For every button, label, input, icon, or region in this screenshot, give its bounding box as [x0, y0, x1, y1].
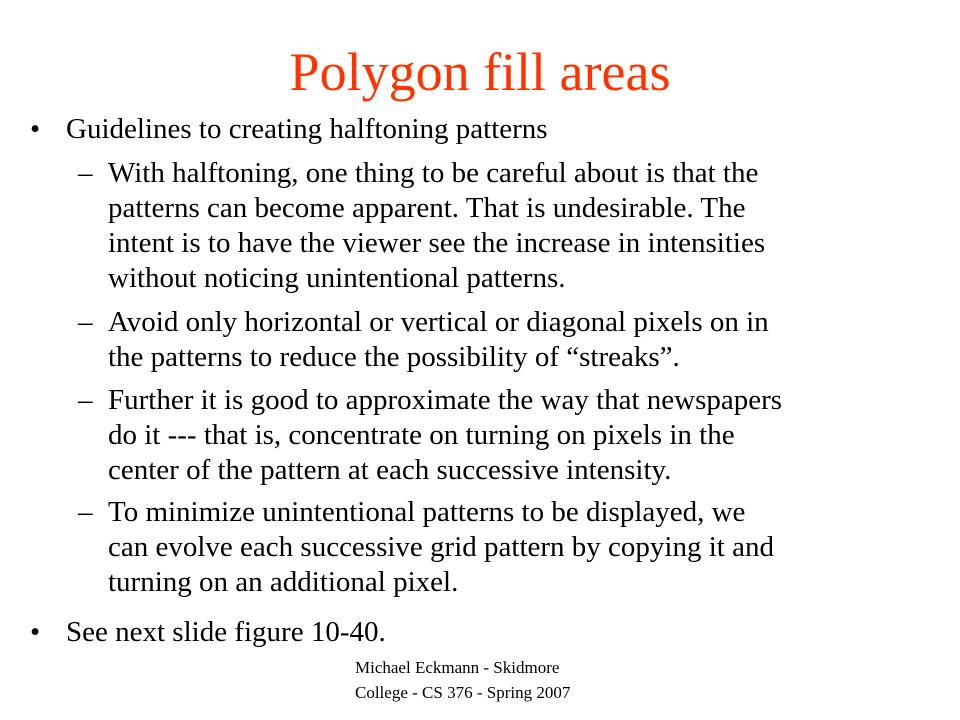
- text-line: do it --- that is, concentrate on turning on pixels in the: [108, 419, 735, 451]
- bullet-icon: •: [30, 113, 41, 145]
- text-line: intent is to have the viewer see the increase in intensities: [108, 227, 766, 259]
- sub-point-text: [108, 305, 948, 375]
- sub-point-text: [108, 495, 948, 600]
- text-line: Avoid only horizontal or vertical or diagonal pixels on in: [108, 306, 769, 338]
- dash-icon: –: [78, 306, 93, 338]
- sub-point-text: [108, 156, 948, 296]
- text-line: center of the pattern at each successive intensity.: [108, 454, 672, 486]
- slide-title: Polygon fill areas: [289, 42, 671, 102]
- text-line: can evolve each successive grid pattern by copying it and: [108, 531, 774, 563]
- text-line: turning on an additional pixel.: [108, 566, 459, 598]
- text-line: the patterns to reduce the possibility of “streaks”.: [108, 341, 680, 373]
- bullet-text: Guidelines to creating halftoning patterns: [66, 113, 548, 145]
- sub-point-text: [108, 383, 948, 488]
- bullet-icon: •: [30, 616, 41, 648]
- dash-icon: –: [78, 384, 93, 416]
- dash-icon: –: [78, 496, 93, 528]
- text-line: To minimize unintentional patterns to be displayed, we: [108, 496, 746, 528]
- bullet-text: See next slide figure 10-40.: [66, 616, 386, 648]
- dash-icon: –: [78, 157, 93, 189]
- text-line: Further it is good to approximate the way that newspapers: [108, 384, 783, 416]
- text-line: without noticing unintentional patterns.: [108, 262, 566, 294]
- text-line: With halftoning, one thing to be careful about is that the: [108, 157, 759, 189]
- slide-footer: [355, 655, 570, 705]
- footer-line: Michael Eckmann - Skidmore: [355, 658, 560, 677]
- text-line: patterns can become apparent. That is undesirable. The: [108, 192, 746, 224]
- footer-line: College - CS 376 - Spring 2007: [355, 683, 571, 702]
